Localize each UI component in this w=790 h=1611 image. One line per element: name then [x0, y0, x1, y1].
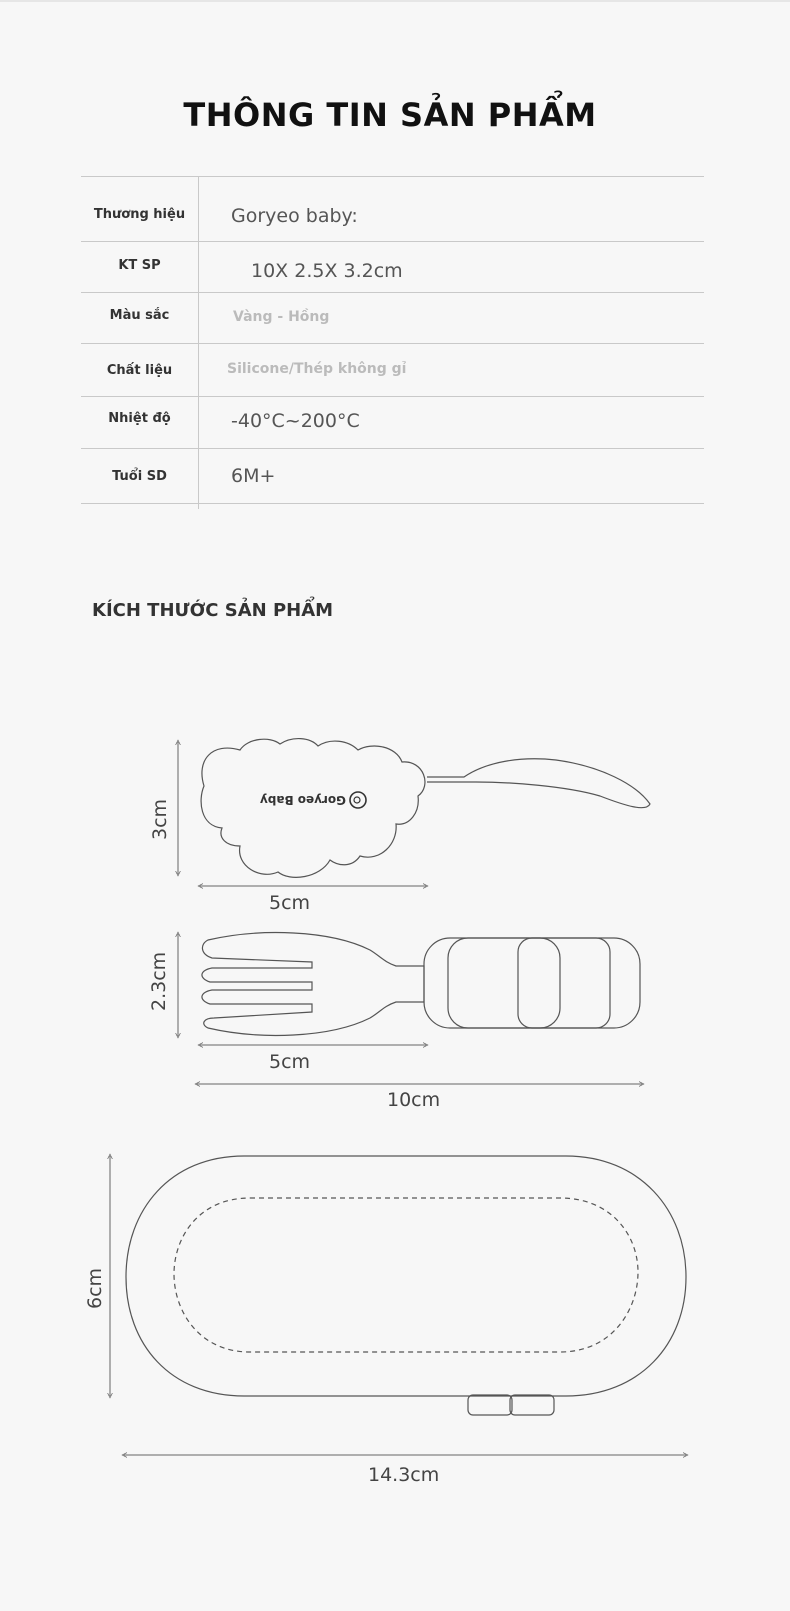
logo-icon [350, 792, 366, 808]
case-hinge-right [510, 1395, 554, 1415]
case-hinge-left [468, 1395, 512, 1415]
spec-value: 6M+ [231, 465, 276, 487]
spec-label: Tuổi SD [112, 469, 167, 484]
page-title: THÔNG TIN SẢN PHẨM [183, 96, 597, 134]
case-inner-dashed [174, 1198, 638, 1352]
spec-label: KT SP [118, 258, 161, 273]
fork-car-window-front [448, 938, 560, 1028]
spoon-neck [427, 759, 650, 808]
spec-value: -40°C~200°C [231, 410, 360, 432]
spec-value: Goryeo baby: [231, 205, 358, 227]
case-outline [126, 1156, 686, 1396]
case-height-label: 6cm [84, 1267, 106, 1309]
fork-height-label: 2.3cm [148, 951, 170, 1011]
spoon-drawing [201, 739, 650, 878]
fork-length-label: 10cm [387, 1089, 441, 1111]
fork-car-window-back [518, 938, 610, 1028]
fork-car-handle [424, 938, 640, 1028]
case-drawing [126, 1156, 686, 1415]
fork-drawing [202, 933, 640, 1036]
spoon-width-label: 5cm [269, 892, 311, 914]
spec-value: 10X 2.5X 3.2cm [251, 260, 403, 282]
spec-label: Thương hiệu [93, 207, 186, 222]
spoon-logo [260, 792, 366, 808]
spoon-height-label: 3cm [149, 798, 171, 840]
spoon-logo-text: Goryeo Baby [259, 793, 346, 807]
section-title: KÍCH THƯỚC SẢN PHẨM [92, 600, 334, 621]
spec-label: Màu sắc [109, 308, 170, 323]
case-width-label: 14.3cm [368, 1464, 440, 1486]
fork-head [202, 933, 424, 1036]
fork-head-width-label: 5cm [269, 1051, 311, 1073]
spec-label: Chất liệu [106, 363, 173, 378]
spec-label: Nhiệt độ [108, 411, 171, 426]
spec-value: Vàng - Hồng [233, 309, 330, 325]
spec-value: Silicone/Thép không gỉ [227, 361, 407, 377]
